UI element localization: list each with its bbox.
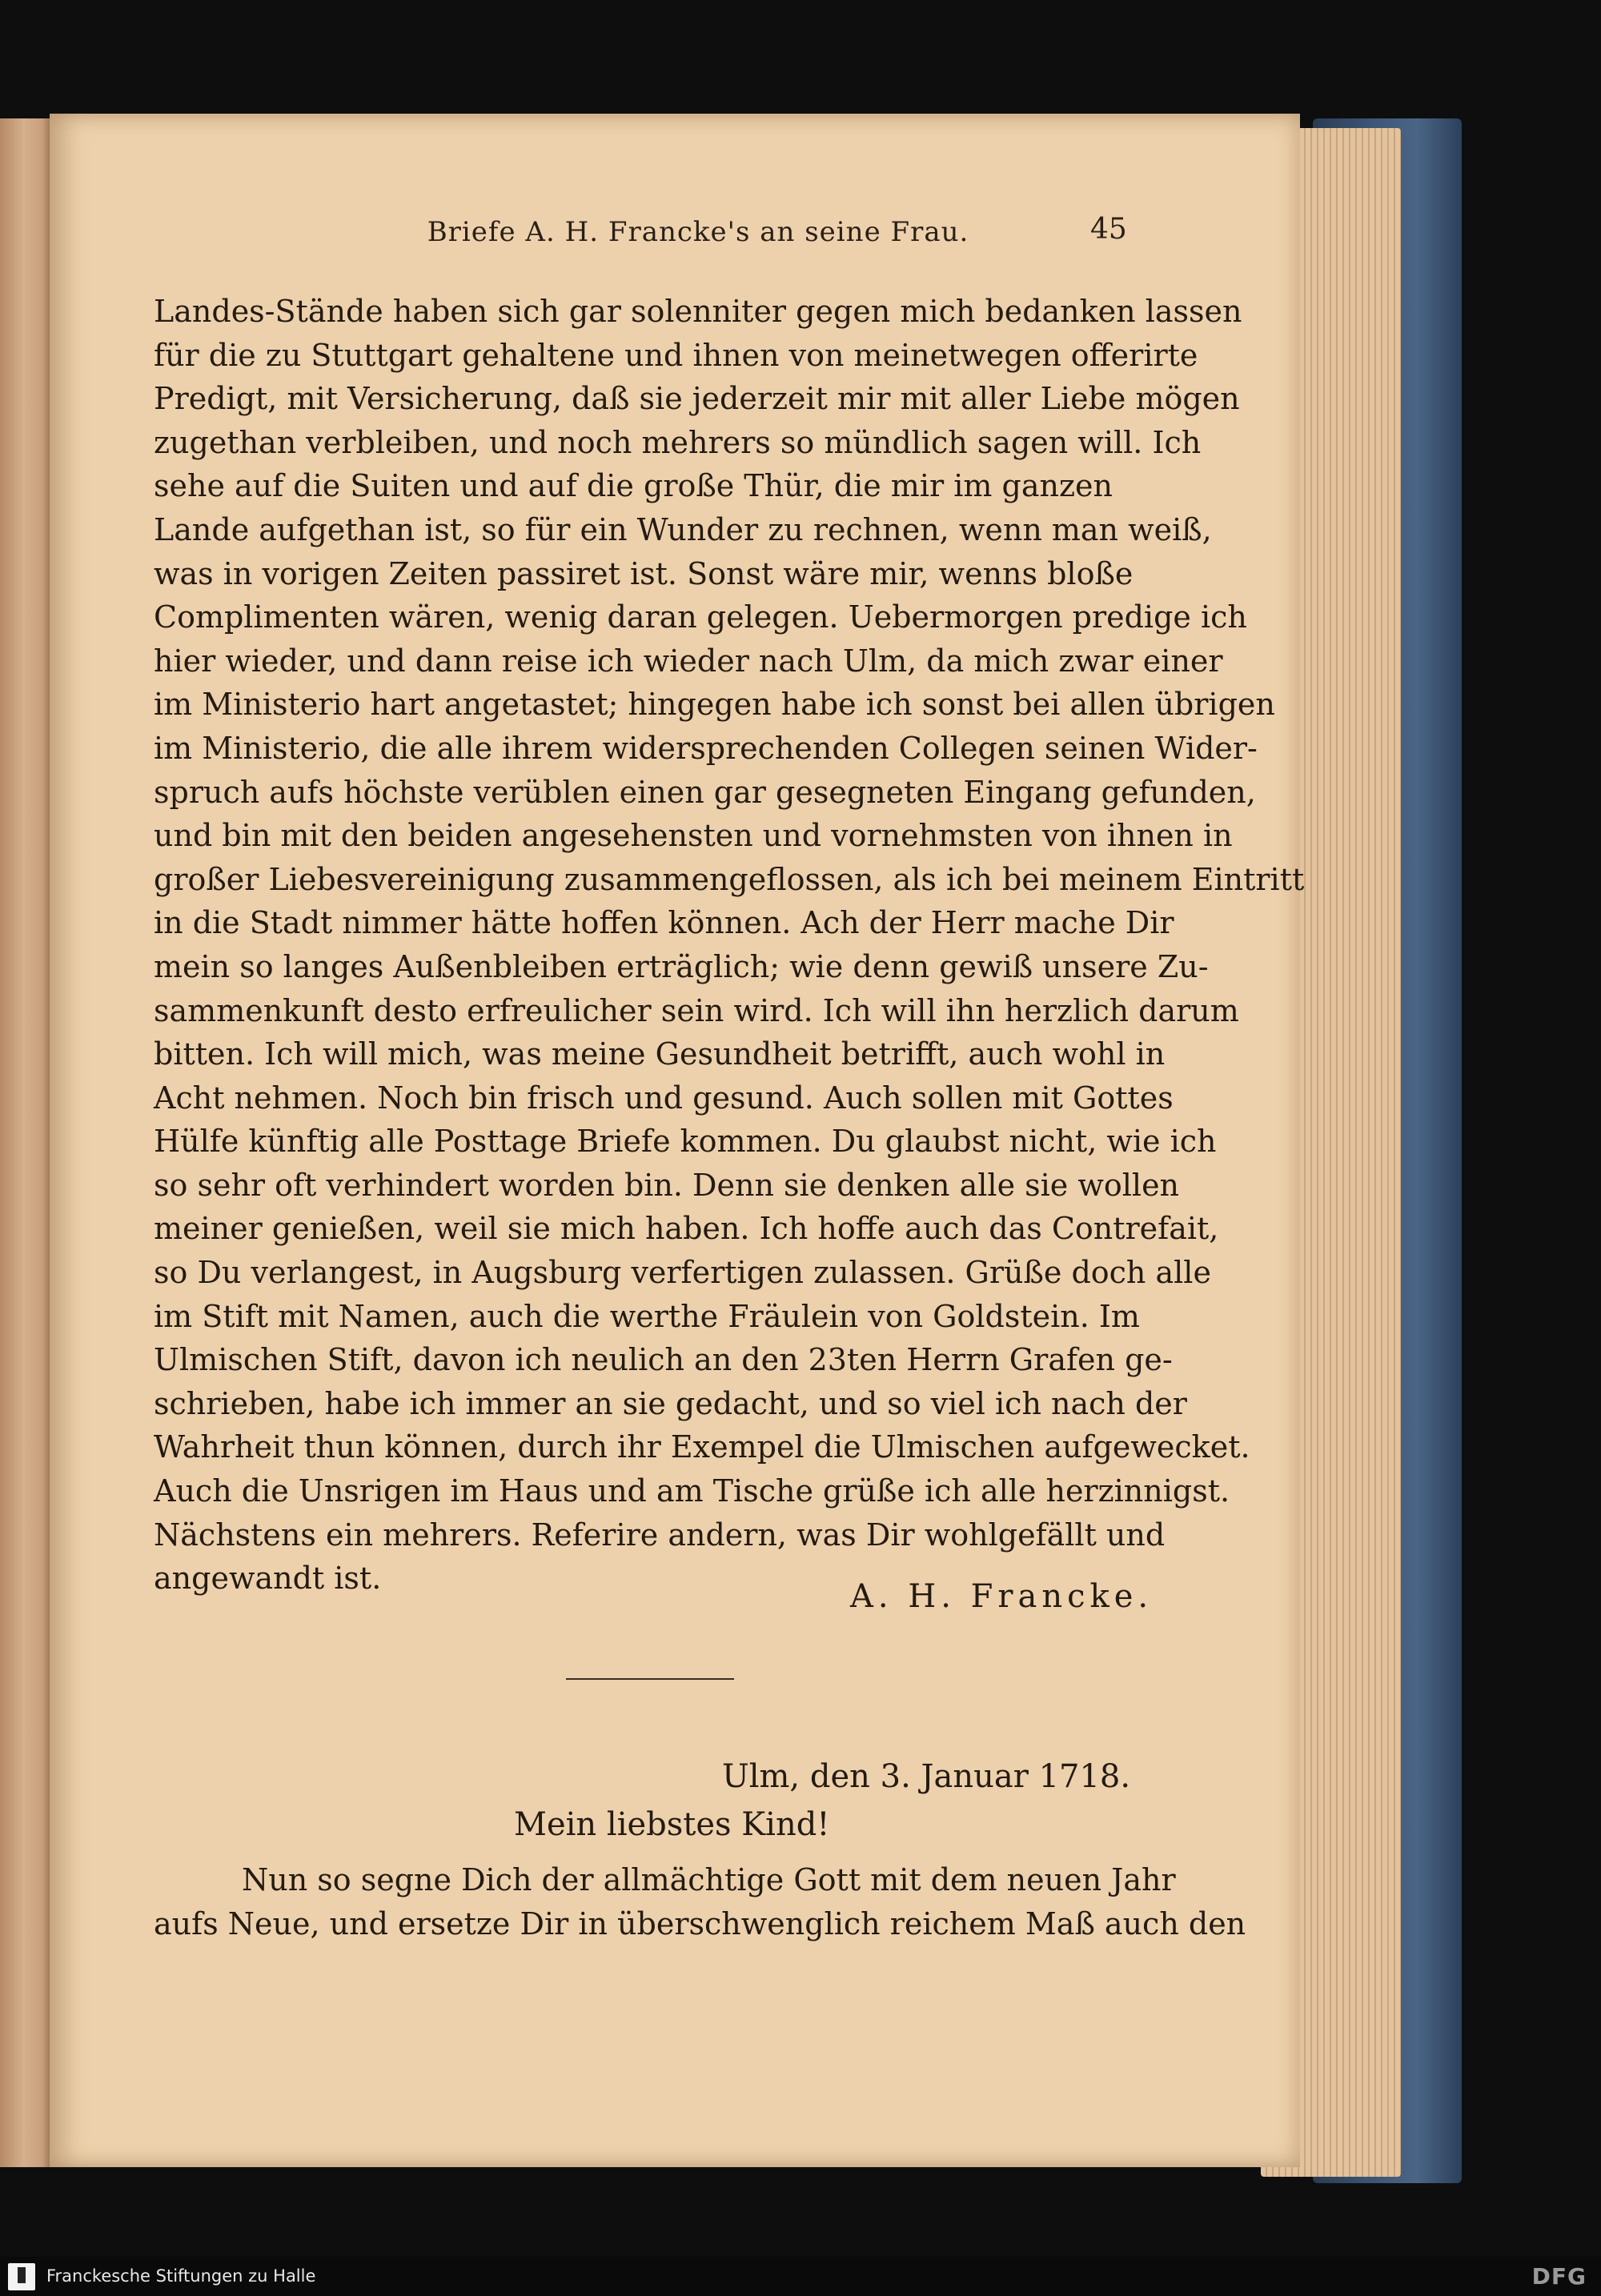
text-line: spruch aufs höchste verüblen einen gar gesegneten Eingang gefunden, bbox=[154, 774, 1256, 810]
running-head: Briefe A. H. Francke's an seine Frau. bbox=[427, 216, 969, 248]
text-line: sammenkunft desto erfreulicher sein wird. Ich will ihn herzlich darum bbox=[154, 992, 1239, 1028]
text-line: in die Stadt nimmer hätte hoffen können. Ach der Herr mache Dir bbox=[154, 905, 1174, 941]
text-line: und bin mit den beiden angesehensten und vornehmsten von ihnen in bbox=[154, 818, 1233, 854]
letter-body bbox=[154, 290, 1305, 1601]
text-line: bitten. Ich will mich, was meine Gesundheit betrifft, auch wohl in bbox=[154, 1036, 1166, 1072]
book-page bbox=[50, 114, 1305, 2167]
text-line: Auch die Unsrigen im Haus und am Tische grüße ich alle herzinnigst. bbox=[154, 1473, 1230, 1509]
text-line: schrieben, habe ich immer an sie gedacht, und so viel ich nach der bbox=[154, 1385, 1187, 1421]
letter-body-2 bbox=[154, 1858, 1246, 1945]
institution-name: Franckesche Stiftungen zu Halle bbox=[46, 2266, 316, 2286]
page-number: 45 bbox=[1090, 213, 1127, 246]
text-line: so Du verlangest, in Augsburg verfertigen zulassen. Grüße doch alle bbox=[154, 1255, 1211, 1291]
text-line: zugethan verbleiben, und noch mehrers so mündlich sagen will. Ich bbox=[154, 424, 1202, 460]
text-line: meiner genießen, weil sie mich haben. Ich hoffe auch das Contrefait, bbox=[154, 1211, 1219, 1247]
text-line: Complimenten wären, wenig daran gelegen. Uebermorgen predige ich bbox=[154, 599, 1247, 635]
dfg-logo: DFG bbox=[1531, 2263, 1587, 2290]
text-line: Landes-Stände haben sich gar solenniter gegen mich bedanken lassen bbox=[154, 294, 1242, 329]
text-line: Nun so segne Dich der allmächtige Gott mit dem neuen Jahr bbox=[242, 1862, 1176, 1897]
text-line: so sehr oft verhindert worden bin. Denn sie denken alle sie wollen bbox=[154, 1167, 1180, 1203]
text-line: Ulmischen Stift, davon ich neulich an den 23ten Herrn Grafen ge- bbox=[154, 1342, 1173, 1378]
text-line: im Ministerio, die alle ihrem widersprechenden Collegen seinen Wider- bbox=[154, 730, 1258, 766]
text-line: im Stift mit Namen, auch die werthe Fräulein von Goldstein. Im bbox=[154, 1298, 1140, 1334]
text-line: im Ministerio hart angetastet; hingegen habe ich sonst bei allen übrigen bbox=[154, 687, 1275, 723]
text-line: Predigt, mit Versicherung, daß sie jederzeit mir mit aller Liebe mögen bbox=[154, 381, 1240, 417]
text-line: aufs Neue, und ersetze Dir in überschwenglich reichem Maß auch den bbox=[154, 1905, 1246, 1941]
text-line: Hülfe künftig alle Posttage Briefe kommen. Du glaubst nicht, wie ich bbox=[154, 1124, 1217, 1160]
text-line: Lande aufgethan ist, so für ein Wunder zu rechnen, wenn man weiß, bbox=[154, 511, 1212, 547]
text-line: Wahrheit thun können, durch ihr Exempel die Ulmischen aufgewecket. bbox=[154, 1429, 1250, 1465]
text-line: hier wieder, und dann reise ich wieder nach Ulm, da mich zwar einer bbox=[154, 643, 1223, 679]
text-line: angewandt ist. bbox=[154, 1561, 382, 1597]
text-line: sehe auf die Suiten und auf die große Thür, die mir im ganzen bbox=[154, 468, 1113, 504]
text-line: was in vorigen Zeiten passiret ist. Sonst wäre mir, wenns bloße bbox=[154, 555, 1134, 591]
text-line: für die zu Stuttgart gehaltene und ihnen von meinetwegen offerirte bbox=[154, 337, 1198, 373]
institution-logo-icon bbox=[8, 2263, 35, 2290]
footer-bar bbox=[0, 2257, 1601, 2296]
text-line: mein so langes Außenbleiben erträglich; wie denn gewiß unsere Zu- bbox=[154, 948, 1209, 984]
text-line: Nächstens ein mehrers. Referire andern, was Dir wohlgefällt und bbox=[154, 1517, 1166, 1553]
text-line: Acht nehmen. Noch bin frisch und gesund. Auch sollen mit Gottes bbox=[154, 1080, 1174, 1116]
signature: A. H. Francke. bbox=[850, 1578, 1154, 1615]
left-page-edge bbox=[0, 118, 53, 2167]
text-line: großer Liebesvereinigung zusammengeflossen, als ich bei meinem Eintritt bbox=[154, 861, 1305, 897]
section-divider bbox=[566, 1678, 734, 1680]
dateline: Ulm, den 3. Januar 1718. bbox=[722, 1758, 1131, 1795]
salutation: Mein liebstes Kind! bbox=[514, 1806, 830, 1843]
